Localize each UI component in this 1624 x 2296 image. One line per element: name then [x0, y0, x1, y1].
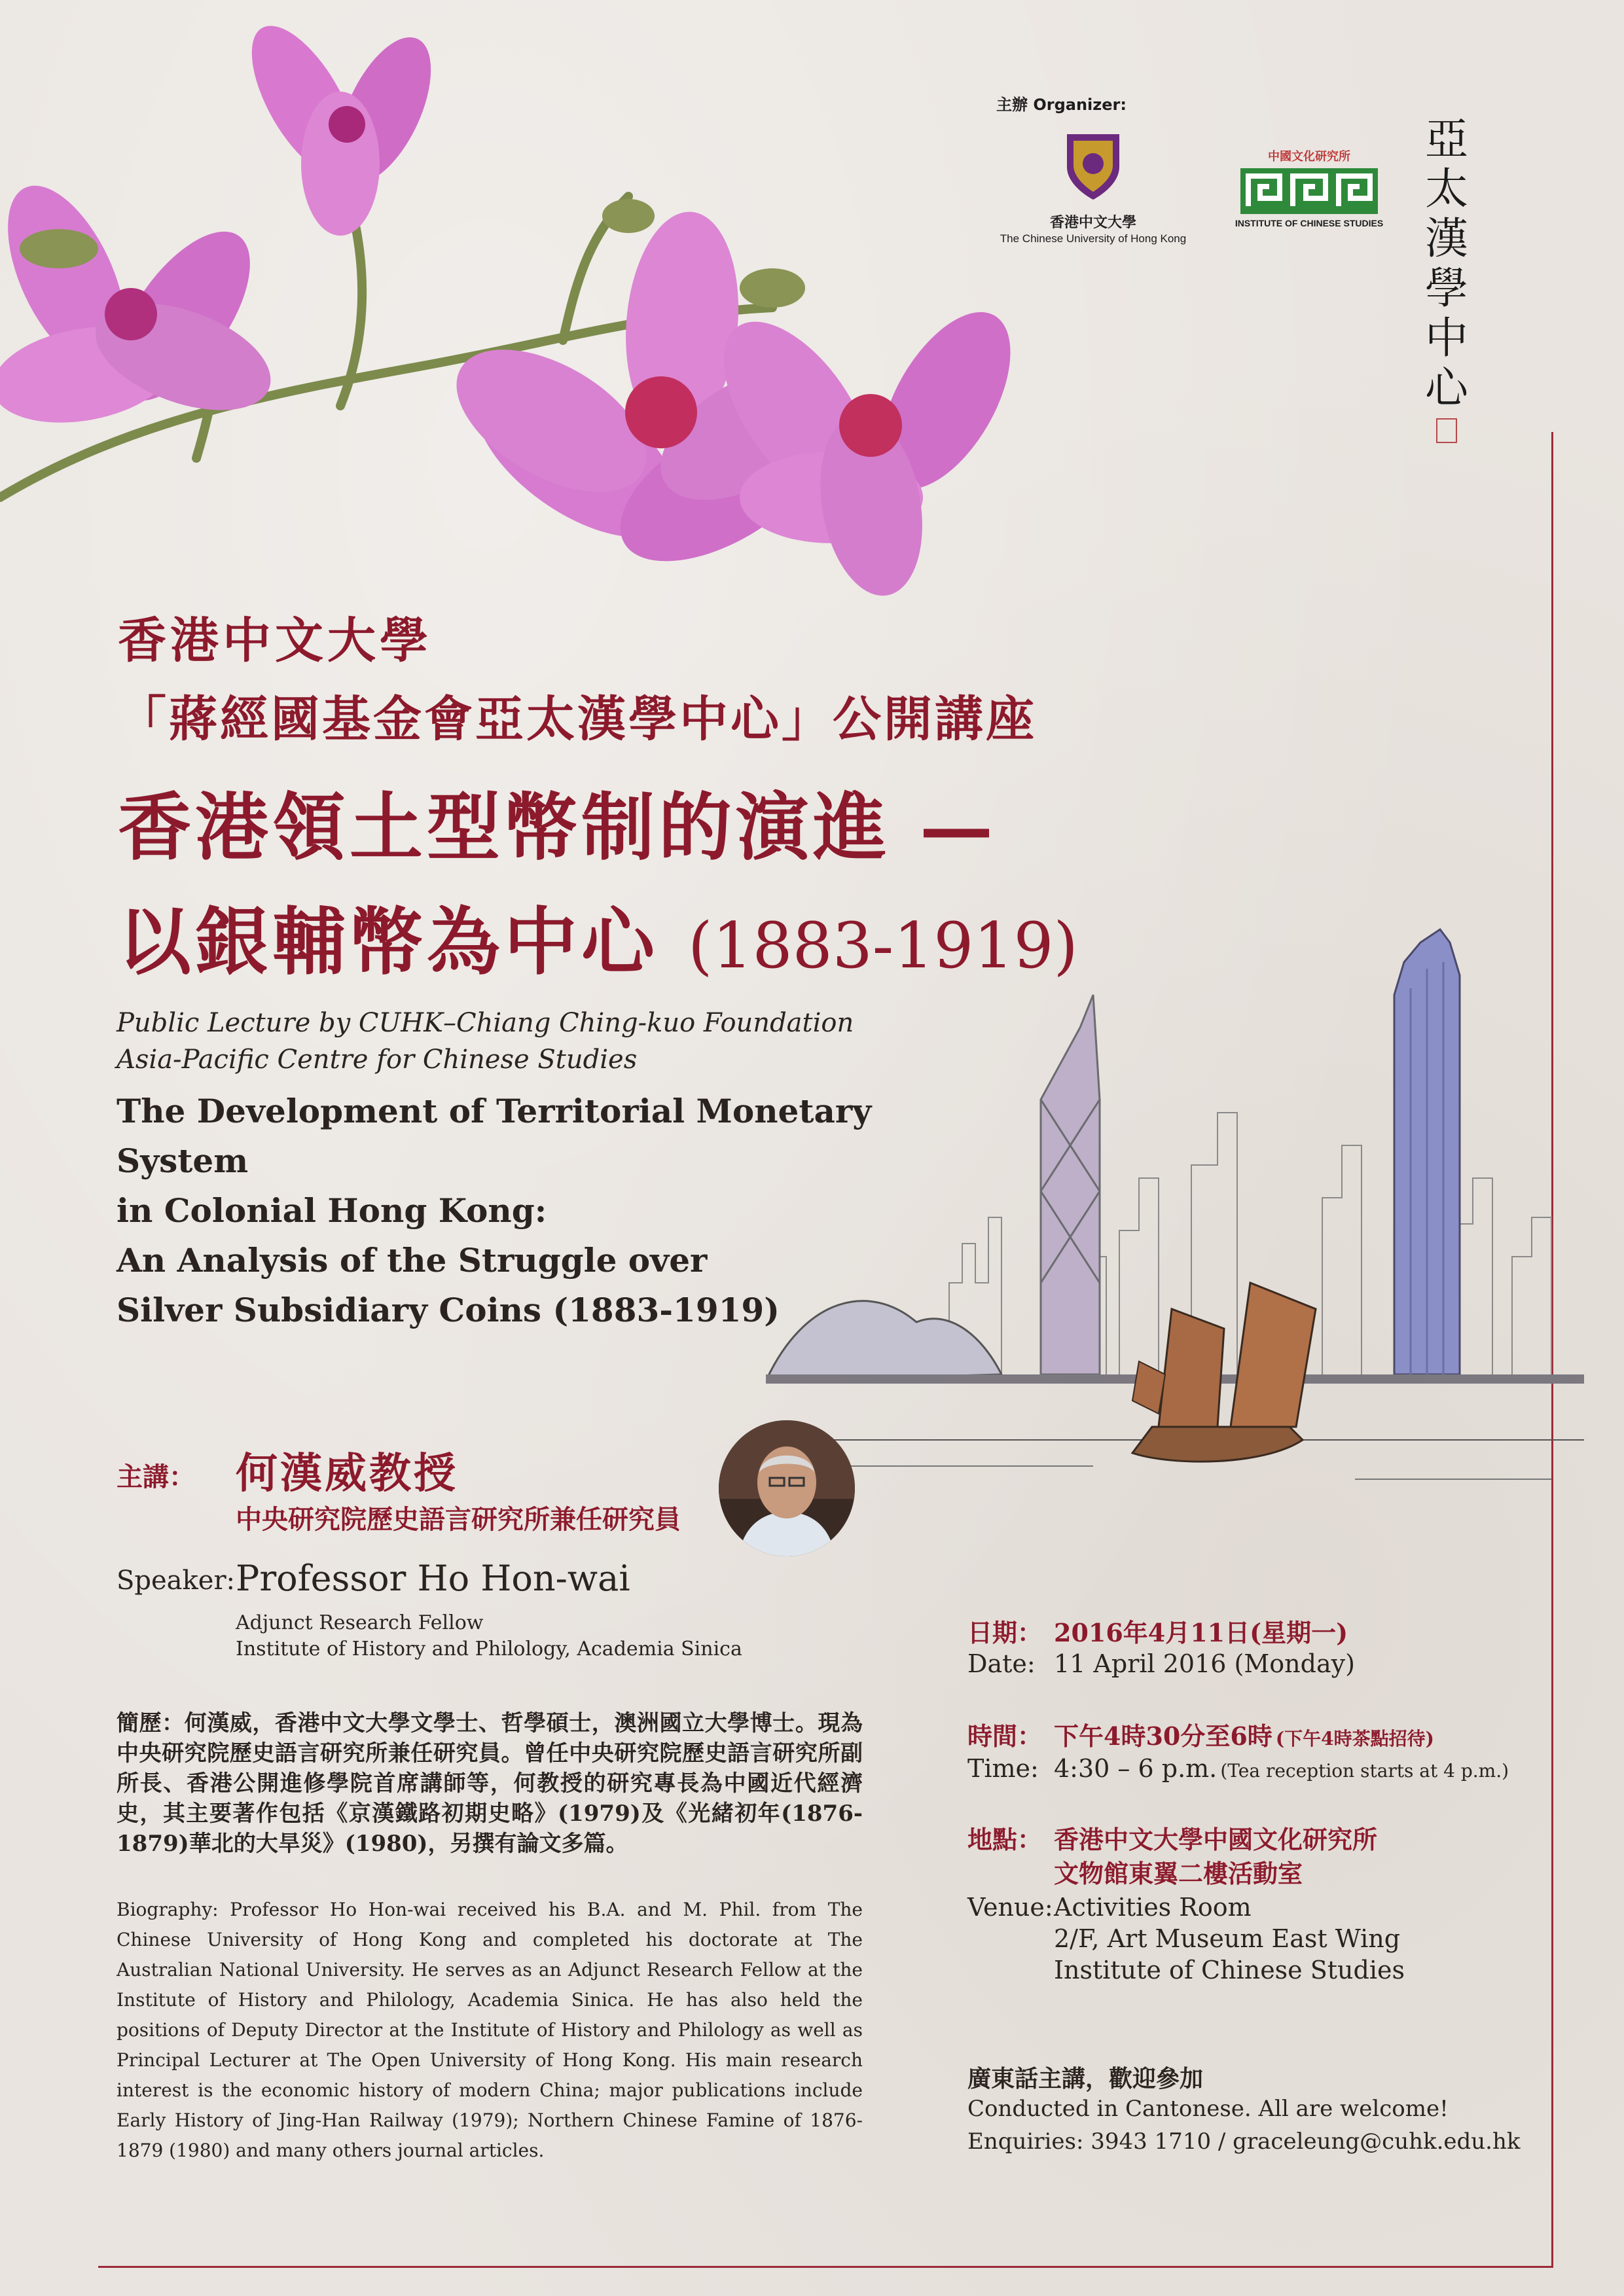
- frame-bottom-line: [98, 2266, 1553, 2268]
- calligraphy-char: 太: [1425, 164, 1468, 214]
- speaker-en-label: Speaker:: [117, 1566, 236, 1596]
- time-zh-label: 時間：: [967, 1721, 1043, 1751]
- cuhk-logo: [995, 128, 1191, 259]
- cuhk-crest-icon: [1054, 128, 1132, 206]
- cuhk-logo-zh: 香港中文大學: [1049, 214, 1136, 231]
- biography-en: Biography: Professor Ho Hon-wai received his B.A. and M. Phil. from The Chinese University of Hong Kong and completed his doctorate at The Australian National University. He serves as an Adjunct Research Fellow at the Institute of History and Philology, Academia Sinica. He has also held the positions of Deputy Director at the Institute of History and Philology as well as Principal Lecturer at The Open University of Hong Kong. His main research interest is the economic history of modern China; major publications include Early History of Jing-Han Railway (1979); Northern Chinese Famine of 1876-1879 (1980) and many others journal articles.: [117, 1899, 863, 2161]
- calligraphy-char: 學: [1425, 263, 1468, 314]
- time-en-label: Time:: [967, 1754, 1039, 1783]
- speaker-en-position: Adjunct Research Fellow: [236, 1611, 484, 1634]
- date-zh-value: 2016年4月11日(星期一): [1054, 1618, 1348, 1647]
- organizer-label: 主辦 Organizer:: [996, 96, 1127, 114]
- cuhk-logo-en: The Chinese University of Hong Kong: [1000, 232, 1187, 245]
- time-zh-value: 下午4時30分至6時: [1054, 1721, 1272, 1751]
- bauhinia-flowers-illustration: [0, 0, 1021, 622]
- venue-zh-line1: 香港中文大學中國文化研究所: [1054, 1825, 1378, 1854]
- speaker-photo: [719, 1420, 855, 1556]
- title-zh-main-line1: 香港領土型幣制的演進 —: [118, 785, 997, 870]
- closing-zh: 廣東話主講，歡迎參加: [967, 2065, 1204, 2092]
- venue-en-line3: Institute of Chinese Studies: [1054, 1956, 1405, 1984]
- calligraphy-char: 亞: [1425, 114, 1468, 164]
- subtitle-en-line2: Asia-Pacific Centre for Chinese Studies: [117, 1045, 638, 1075]
- time-zh-note: (下午4時茶點招待): [1275, 1728, 1434, 1749]
- calligraphy-char: 漢: [1425, 213, 1468, 264]
- speaker-zh-title: 中央研究院歷史語言研究所兼任研究員: [236, 1504, 681, 1535]
- ics-logo-zh: 中國文化研究所: [1268, 150, 1350, 164]
- hong-kong-skyline-illustration: [766, 916, 1584, 1492]
- date-en-value: 11 April 2016 (Monday): [1054, 1649, 1355, 1678]
- ics-logo-en: INSTITUTE OF CHINESE STUDIES: [1235, 218, 1384, 228]
- seal-icon: [1436, 418, 1457, 443]
- enquiries: Enquiries: 3943 1710 / graceleung@cuhk.edu.hk: [967, 2128, 1521, 2155]
- speaker-zh-name: 何漢威教授: [236, 1449, 458, 1498]
- subtitle-en-line1: Public Lecture by CUHK–Chiang Ching-kuo Foundation: [117, 1008, 854, 1038]
- calligraphy-apccs: [1407, 115, 1486, 429]
- title-zh-main-text: 以銀輔幣為中心: [118, 899, 659, 985]
- title-zh-university: 香港中文大學: [118, 613, 432, 669]
- subtitle-en: [117, 1005, 854, 1078]
- venue-zh-line2: 文物館東翼二樓活動室: [1054, 1859, 1303, 1888]
- title-zh-years: (1883-1919): [688, 909, 1078, 982]
- calligraphy-char: 中: [1425, 313, 1468, 363]
- title-en-line4: Silver Subsidiary Coins (1883-1919): [117, 1291, 780, 1329]
- speaker-zh-label: 主講：: [117, 1462, 195, 1492]
- speaker-portrait: [719, 1420, 855, 1556]
- title-en-line1: The Development of Territorial Monetary System: [117, 1092, 872, 1180]
- biography-zh: 簡歷：何漢威，香港中文大學文學士、哲學碩士，澳洲國立大學博士。現為中央研究院歷史語言研究所兼任研究員。曾任中央研究院歷史語言研究所副所長、香港公開進修學院首席講師等，何教授的研究專長為中國近代經濟史，其主要著作包括《京漢鐵路初期史略》(1979)及《光緒初年(1876-1879)華北的大旱災》(1980)，另撰有論文多篇。: [117, 1710, 863, 1857]
- ics-meander-icon: [1240, 168, 1378, 214]
- venue-en-line2: 2/F, Art Museum East Wing: [1054, 1924, 1401, 1953]
- time-en: [1054, 1754, 1509, 1783]
- title-zh-series: 「蔣經國基金會亞太漢學中心」公開講座: [118, 691, 1037, 747]
- venue-zh-label: 地點：: [967, 1825, 1043, 1854]
- title-en-line3: An Analysis of the Struggle over: [117, 1241, 708, 1280]
- speaker-en-affiliation: Institute of History and Philology, Academia Sinica: [236, 1638, 742, 1660]
- date-en-label: Date:: [967, 1649, 1036, 1678]
- venue-en-label: Venue:: [967, 1893, 1053, 1922]
- time-en-note: (Tea reception starts at 4 p.m.): [1220, 1760, 1509, 1782]
- calligraphy-char: 心: [1425, 363, 1468, 413]
- closing-en: Conducted in Cantonese. All are welcome!: [967, 2096, 1449, 2122]
- ics-logo: [1231, 147, 1388, 232]
- venue-en-line1: Activities Room: [1054, 1893, 1252, 1922]
- speaker-en-name: Professor Ho Hon-wai: [236, 1558, 630, 1599]
- time-en-value: 4:30 – 6 p.m.: [1054, 1754, 1218, 1783]
- date-zh-label: 日期：: [967, 1618, 1043, 1647]
- title-en-line2: in Colonial Hong Kong:: [117, 1191, 547, 1230]
- time-zh: [1054, 1716, 1434, 1752]
